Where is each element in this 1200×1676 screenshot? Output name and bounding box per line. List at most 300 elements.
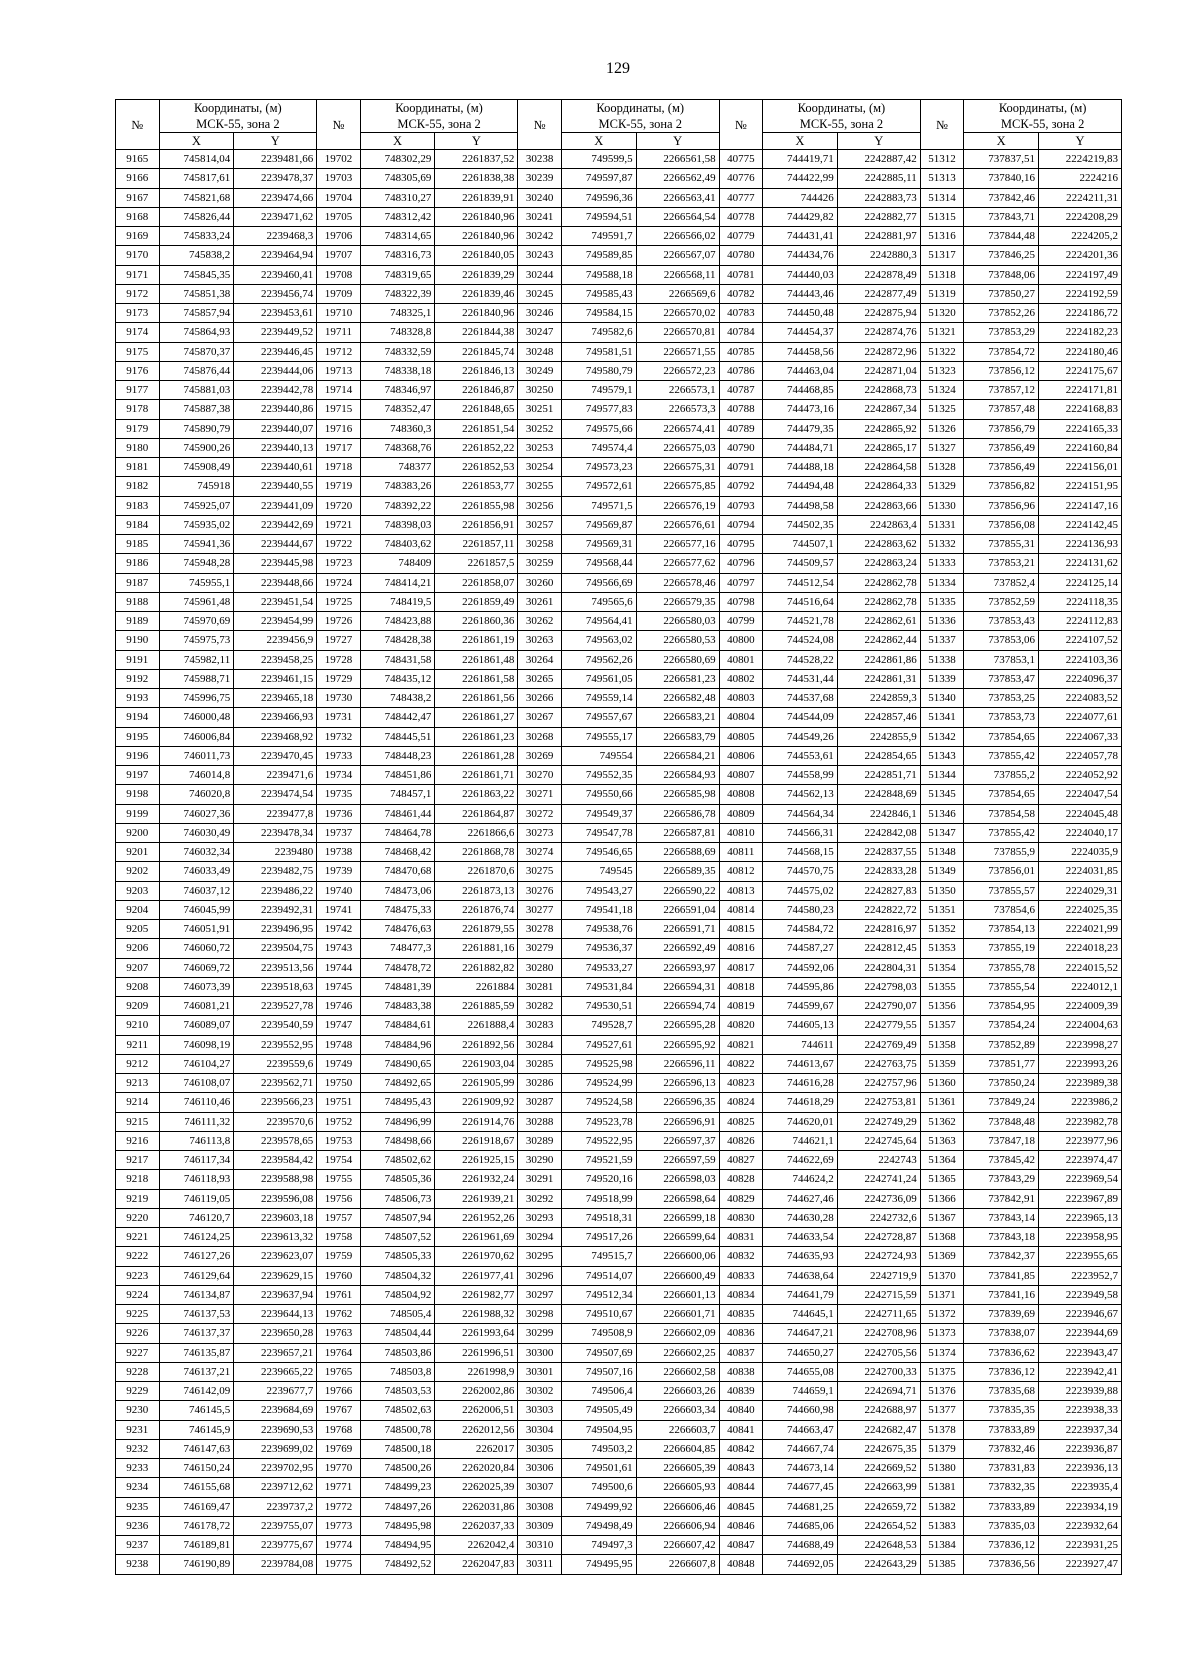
y-value: 2261864,87	[435, 804, 518, 823]
x-value: 744562,13	[763, 785, 838, 804]
point-number: 19726	[317, 612, 361, 631]
y-value: 2261839,29	[435, 265, 518, 284]
x-value: 748438,2	[360, 689, 435, 708]
x-value: 744599,67	[763, 997, 838, 1016]
x-value: 749524,58	[561, 1093, 636, 1112]
y-value: 2261856,91	[435, 515, 518, 534]
y-value: 2224197,49	[1038, 265, 1121, 284]
y-value: 2266564,54	[636, 207, 719, 226]
x-value: 737833,89	[964, 1497, 1039, 1516]
y-value: 2239464,94	[234, 246, 317, 265]
point-number: 9219	[116, 1189, 160, 1208]
point-number: 19713	[317, 361, 361, 380]
x-value: 749555,17	[561, 727, 636, 746]
table-row	[116, 1382, 1122, 1401]
y-value: 2223934,19	[1038, 1497, 1121, 1516]
point-number: 40799	[719, 612, 763, 631]
y-value: 2242883,73	[837, 188, 920, 207]
y-value: 2242822,72	[837, 900, 920, 919]
x-value: 746081,21	[159, 997, 234, 1016]
number-header: №	[116, 100, 160, 150]
y-value: 2262006,51	[435, 1401, 518, 1420]
y-value: 2262047,83	[435, 1555, 518, 1574]
point-number: 19716	[317, 419, 361, 438]
x-value: 744638,64	[763, 1266, 838, 1285]
x-value: 748377	[360, 458, 435, 477]
zone-label: МСК-55, зона 2	[196, 117, 280, 131]
point-number: 9207	[116, 958, 160, 977]
point-number: 19753	[317, 1131, 361, 1150]
x-value: 744440,03	[763, 265, 838, 284]
point-number: 51332	[920, 535, 964, 554]
point-number: 40780	[719, 246, 763, 265]
point-number: 51362	[920, 1112, 964, 1131]
x-value: 745935,02	[159, 515, 234, 534]
point-number: 30255	[518, 477, 562, 496]
point-number: 40815	[719, 920, 763, 939]
y-value: 2239562,71	[234, 1074, 317, 1093]
point-number: 30301	[518, 1362, 562, 1381]
x-value: 737857,12	[964, 381, 1039, 400]
y-value: 2223993,26	[1038, 1054, 1121, 1073]
y-value: 2242708,96	[837, 1324, 920, 1343]
y-value: 2261977,41	[435, 1266, 518, 1285]
y-value: 2224219,83	[1038, 150, 1121, 169]
point-number: 30275	[518, 862, 562, 881]
point-number: 30268	[518, 727, 562, 746]
point-number: 9188	[116, 592, 160, 611]
point-number: 30291	[518, 1170, 562, 1189]
x-value: 737855,31	[964, 535, 1039, 554]
x-value: 746190,89	[159, 1555, 234, 1574]
point-number: 51342	[920, 727, 964, 746]
y-value: 2224147,16	[1038, 496, 1121, 515]
point-number: 9170	[116, 246, 160, 265]
y-value: 2224107,52	[1038, 631, 1121, 650]
point-number: 9186	[116, 554, 160, 573]
x-value: 749563,02	[561, 631, 636, 650]
x-value: 748392,22	[360, 496, 435, 515]
x-value: 748470,68	[360, 862, 435, 881]
y-value: 2242749,29	[837, 1112, 920, 1131]
x-value: 737843,71	[964, 207, 1039, 226]
y-value: 2262037,33	[435, 1516, 518, 1535]
x-value: 744507,1	[763, 535, 838, 554]
x-value: 749579,1	[561, 381, 636, 400]
y-value: 2266597,59	[636, 1151, 719, 1170]
point-number: 51384	[920, 1536, 964, 1555]
table-row	[116, 323, 1122, 342]
point-number: 9235	[116, 1497, 160, 1516]
y-value: 2224201,36	[1038, 246, 1121, 265]
coordinates-title: Координаты, (м)	[194, 101, 282, 115]
point-number: 19756	[317, 1189, 361, 1208]
x-value: 749501,61	[561, 1459, 636, 1478]
y-value: 2261918,67	[435, 1131, 518, 1150]
point-number: 19710	[317, 304, 361, 323]
table-row	[116, 1362, 1122, 1381]
point-number: 9212	[116, 1054, 160, 1073]
x-value: 737856,82	[964, 477, 1039, 496]
x-value: 746027,36	[159, 804, 234, 823]
table-row	[116, 1324, 1122, 1343]
y-value: 2223949,58	[1038, 1285, 1121, 1304]
x-value: 744616,28	[763, 1074, 838, 1093]
x-value: 746129,64	[159, 1266, 234, 1285]
point-number: 9180	[116, 438, 160, 457]
x-value: 748423,88	[360, 612, 435, 631]
point-number: 51372	[920, 1305, 964, 1324]
point-number: 40793	[719, 496, 763, 515]
y-value: 2261888,4	[435, 1016, 518, 1035]
y-value: 2266576,19	[636, 496, 719, 515]
y-value: 2266596,11	[636, 1054, 719, 1073]
point-number: 51374	[920, 1343, 964, 1362]
x-value: 749569,31	[561, 535, 636, 554]
y-value: 2242874,76	[837, 323, 920, 342]
point-number: 30309	[518, 1516, 562, 1535]
x-value: 745826,44	[159, 207, 234, 226]
x-value: 748445,51	[360, 727, 435, 746]
y-value: 2266584,21	[636, 746, 719, 765]
y-value: 2239458,25	[234, 650, 317, 669]
point-number: 19744	[317, 958, 361, 977]
x-value: 744627,46	[763, 1189, 838, 1208]
table-row	[116, 612, 1122, 631]
y-value: 2266587,81	[636, 823, 719, 842]
y-value: 2224083,52	[1038, 689, 1121, 708]
x-value: 749522,95	[561, 1131, 636, 1150]
x-value: 745887,38	[159, 400, 234, 419]
y-value: 2239603,18	[234, 1208, 317, 1227]
point-number: 9206	[116, 939, 160, 958]
x-value: 748312,42	[360, 207, 435, 226]
y-value: 2266596,91	[636, 1112, 719, 1131]
point-number: 30280	[518, 958, 562, 977]
x-value: 746032,34	[159, 843, 234, 862]
point-number: 51335	[920, 592, 964, 611]
y-value: 2266602,09	[636, 1324, 719, 1343]
point-number: 19747	[317, 1016, 361, 1035]
point-number: 19734	[317, 766, 361, 785]
point-number: 19769	[317, 1439, 361, 1458]
x-value: 746147,63	[159, 1439, 234, 1458]
y-value: 2266598,03	[636, 1170, 719, 1189]
y-value: 2242851,71	[837, 766, 920, 785]
point-number: 30270	[518, 766, 562, 785]
y-value: 2266603,26	[636, 1382, 719, 1401]
x-value: 737856,96	[964, 496, 1039, 515]
y-value: 2261848,65	[435, 400, 518, 419]
x-value: 746178,72	[159, 1516, 234, 1535]
point-number: 9221	[116, 1228, 160, 1247]
y-value: 2239518,63	[234, 977, 317, 996]
table-row	[116, 419, 1122, 438]
y-value: 2224180,46	[1038, 342, 1121, 361]
point-number: 30292	[518, 1189, 562, 1208]
x-value: 744685,06	[763, 1516, 838, 1535]
point-number: 51315	[920, 207, 964, 226]
y-value: 2266570,81	[636, 323, 719, 342]
x-value: 746011,73	[159, 746, 234, 765]
y-value: 2239496,95	[234, 920, 317, 939]
point-number: 40794	[719, 515, 763, 534]
x-value: 745851,38	[159, 284, 234, 303]
point-number: 40785	[719, 342, 763, 361]
x-value: 744645,1	[763, 1305, 838, 1324]
x-value: 749518,31	[561, 1208, 636, 1227]
x-value: 737853,43	[964, 612, 1039, 631]
x-value: 748498,66	[360, 1131, 435, 1150]
point-number: 40805	[719, 727, 763, 746]
x-value: 745870,37	[159, 342, 234, 361]
y-value: 2242871,04	[837, 361, 920, 380]
point-number: 30311	[518, 1555, 562, 1574]
point-number: 9199	[116, 804, 160, 823]
y-value: 2239440,55	[234, 477, 317, 496]
table-row	[116, 958, 1122, 977]
x-value: 748503,8	[360, 1362, 435, 1381]
point-number: 51334	[920, 573, 964, 592]
x-value: 744531,44	[763, 669, 838, 688]
x-value: 748505,36	[360, 1170, 435, 1189]
y-value: 2266599,64	[636, 1228, 719, 1247]
y-value: 2261861,71	[435, 766, 518, 785]
x-value: 744641,79	[763, 1285, 838, 1304]
x-value: 745833,24	[159, 227, 234, 246]
point-number: 40797	[719, 573, 763, 592]
x-value: 744426	[763, 188, 838, 207]
y-value: 2223944,69	[1038, 1324, 1121, 1343]
y-value: 2239578,65	[234, 1131, 317, 1150]
point-number: 9193	[116, 689, 160, 708]
x-value: 745961,48	[159, 592, 234, 611]
x-value: 737843,29	[964, 1170, 1039, 1189]
point-number: 51322	[920, 342, 964, 361]
point-number: 30257	[518, 515, 562, 534]
y-value: 2261846,87	[435, 381, 518, 400]
x-value: 749524,99	[561, 1074, 636, 1093]
x-value: 737854,65	[964, 785, 1039, 804]
y-value: 2266595,28	[636, 1016, 719, 1035]
y-value: 2261857,5	[435, 554, 518, 573]
point-number: 40800	[719, 631, 763, 650]
point-number: 9173	[116, 304, 160, 323]
y-value: 2224142,45	[1038, 515, 1121, 534]
y-value: 2266575,03	[636, 438, 719, 457]
point-number: 9168	[116, 207, 160, 226]
y-header: Y	[636, 133, 719, 150]
point-number: 30282	[518, 997, 562, 1016]
y-value: 2266576,61	[636, 515, 719, 534]
point-number: 19761	[317, 1285, 361, 1304]
x-value: 737856,01	[964, 862, 1039, 881]
y-value: 2242648,53	[837, 1536, 920, 1555]
x-value: 748494,95	[360, 1536, 435, 1555]
y-header: Y	[837, 133, 920, 150]
x-value: 749525,98	[561, 1054, 636, 1073]
point-number: 30298	[518, 1305, 562, 1324]
x-value: 748499,23	[360, 1478, 435, 1497]
x-value: 744575,02	[763, 881, 838, 900]
point-number: 40787	[719, 381, 763, 400]
point-number: 51375	[920, 1362, 964, 1381]
y-value: 2224208,29	[1038, 207, 1121, 226]
x-value: 745996,75	[159, 689, 234, 708]
x-value: 748490,65	[360, 1054, 435, 1073]
y-value: 2239444,06	[234, 361, 317, 380]
point-number: 19715	[317, 400, 361, 419]
point-number: 19732	[317, 727, 361, 746]
point-number: 19725	[317, 592, 361, 611]
x-value: 746137,21	[159, 1362, 234, 1381]
y-value: 2261846,13	[435, 361, 518, 380]
point-number: 30256	[518, 496, 562, 515]
point-number: 30300	[518, 1343, 562, 1362]
y-value: 2224012,1	[1038, 977, 1121, 996]
point-number: 19768	[317, 1420, 361, 1439]
point-number: 19702	[317, 150, 361, 169]
y-value: 2266583,79	[636, 727, 719, 746]
point-number: 40783	[719, 304, 763, 323]
y-value: 2224175,67	[1038, 361, 1121, 380]
x-value: 748338,18	[360, 361, 435, 380]
point-number: 51331	[920, 515, 964, 534]
point-number: 9214	[116, 1093, 160, 1112]
x-value: 745982,11	[159, 650, 234, 669]
x-value: 737841,85	[964, 1266, 1039, 1285]
point-number: 30267	[518, 708, 562, 727]
point-number: 40813	[719, 881, 763, 900]
y-value: 2266598,64	[636, 1189, 719, 1208]
point-number: 40781	[719, 265, 763, 284]
point-number: 51380	[920, 1459, 964, 1478]
y-value: 2224031,85	[1038, 862, 1121, 881]
point-number: 51340	[920, 689, 964, 708]
x-value: 746006,84	[159, 727, 234, 746]
point-number: 9166	[116, 169, 160, 188]
y-value: 2266606,94	[636, 1516, 719, 1535]
point-number: 30242	[518, 227, 562, 246]
zone-label: МСК-55, зона 2	[598, 117, 682, 131]
x-value: 737832,46	[964, 1439, 1039, 1458]
point-number: 40804	[719, 708, 763, 727]
y-value: 2242862,61	[837, 612, 920, 631]
x-value: 745821,68	[159, 188, 234, 207]
table-row	[116, 265, 1122, 284]
y-value: 2266588,69	[636, 843, 719, 862]
table-row	[116, 1401, 1122, 1420]
y-value: 2261861,23	[435, 727, 518, 746]
y-value: 2223943,47	[1038, 1343, 1121, 1362]
x-value: 744655,08	[763, 1362, 838, 1381]
x-value: 749566,69	[561, 573, 636, 592]
x-value: 744621,1	[763, 1131, 838, 1150]
point-number: 30251	[518, 400, 562, 419]
y-value: 2223967,89	[1038, 1189, 1121, 1208]
y-value: 2242757,96	[837, 1074, 920, 1093]
table-row	[116, 689, 1122, 708]
point-number: 9236	[116, 1516, 160, 1535]
x-value: 748492,65	[360, 1074, 435, 1093]
x-value: 748360,3	[360, 419, 435, 438]
x-value: 737854,58	[964, 804, 1039, 823]
y-value: 2261853,77	[435, 477, 518, 496]
x-value: 745988,71	[159, 669, 234, 688]
y-value: 2266561,58	[636, 150, 719, 169]
x-value: 748504,44	[360, 1324, 435, 1343]
x-value: 744488,18	[763, 458, 838, 477]
y-value: 2262017	[435, 1439, 518, 1458]
point-number: 40843	[719, 1459, 763, 1478]
x-value: 749568,44	[561, 554, 636, 573]
point-number: 9190	[116, 631, 160, 650]
x-header: X	[561, 133, 636, 150]
y-value: 2239446,45	[234, 342, 317, 361]
x-value: 749597,87	[561, 169, 636, 188]
point-number: 51347	[920, 823, 964, 842]
point-number: 30283	[518, 1016, 562, 1035]
point-number: 40825	[719, 1112, 763, 1131]
y-value: 2266594,74	[636, 997, 719, 1016]
x-value: 745925,07	[159, 496, 234, 515]
coordinates-header	[159, 100, 317, 133]
x-value: 737852,59	[964, 592, 1039, 611]
x-value: 745975,73	[159, 631, 234, 650]
y-value: 2239623,07	[234, 1247, 317, 1266]
x-value: 748428,38	[360, 631, 435, 650]
x-value: 744620,01	[763, 1112, 838, 1131]
y-value: 2266606,46	[636, 1497, 719, 1516]
x-value: 748505,4	[360, 1305, 435, 1324]
x-value: 749523,78	[561, 1112, 636, 1131]
x-value: 749564,41	[561, 612, 636, 631]
x-header: X	[360, 133, 435, 150]
x-value: 749531,84	[561, 977, 636, 996]
y-value: 2266580,53	[636, 631, 719, 650]
y-value: 2223935,4	[1038, 1478, 1121, 1497]
y-value: 2239468,3	[234, 227, 317, 246]
x-value: 749514,07	[561, 1266, 636, 1285]
point-number: 9165	[116, 150, 160, 169]
point-number: 40817	[719, 958, 763, 977]
point-number: 40801	[719, 650, 763, 669]
x-value: 746111,32	[159, 1112, 234, 1131]
point-number: 9167	[116, 188, 160, 207]
y-value: 2266596,35	[636, 1093, 719, 1112]
y-value: 2261844,38	[435, 323, 518, 342]
point-number: 51360	[920, 1074, 964, 1093]
y-value: 2266605,39	[636, 1459, 719, 1478]
x-value: 749573,23	[561, 458, 636, 477]
x-value: 744429,82	[763, 207, 838, 226]
number-header: №	[518, 100, 562, 150]
x-value: 737842,46	[964, 188, 1039, 207]
point-number: 40828	[719, 1170, 763, 1189]
point-number: 19707	[317, 246, 361, 265]
y-value: 2239657,21	[234, 1343, 317, 1362]
table-row	[116, 997, 1122, 1016]
x-value: 749505,49	[561, 1401, 636, 1420]
point-number: 30293	[518, 1208, 562, 1227]
x-value: 748314,65	[360, 227, 435, 246]
y-value: 2239474,54	[234, 785, 317, 804]
y-value: 2223936,13	[1038, 1459, 1121, 1478]
point-number: 19775	[317, 1555, 361, 1574]
point-number: 51344	[920, 766, 964, 785]
y-value: 2239440,61	[234, 458, 317, 477]
point-number: 9215	[116, 1112, 160, 1131]
